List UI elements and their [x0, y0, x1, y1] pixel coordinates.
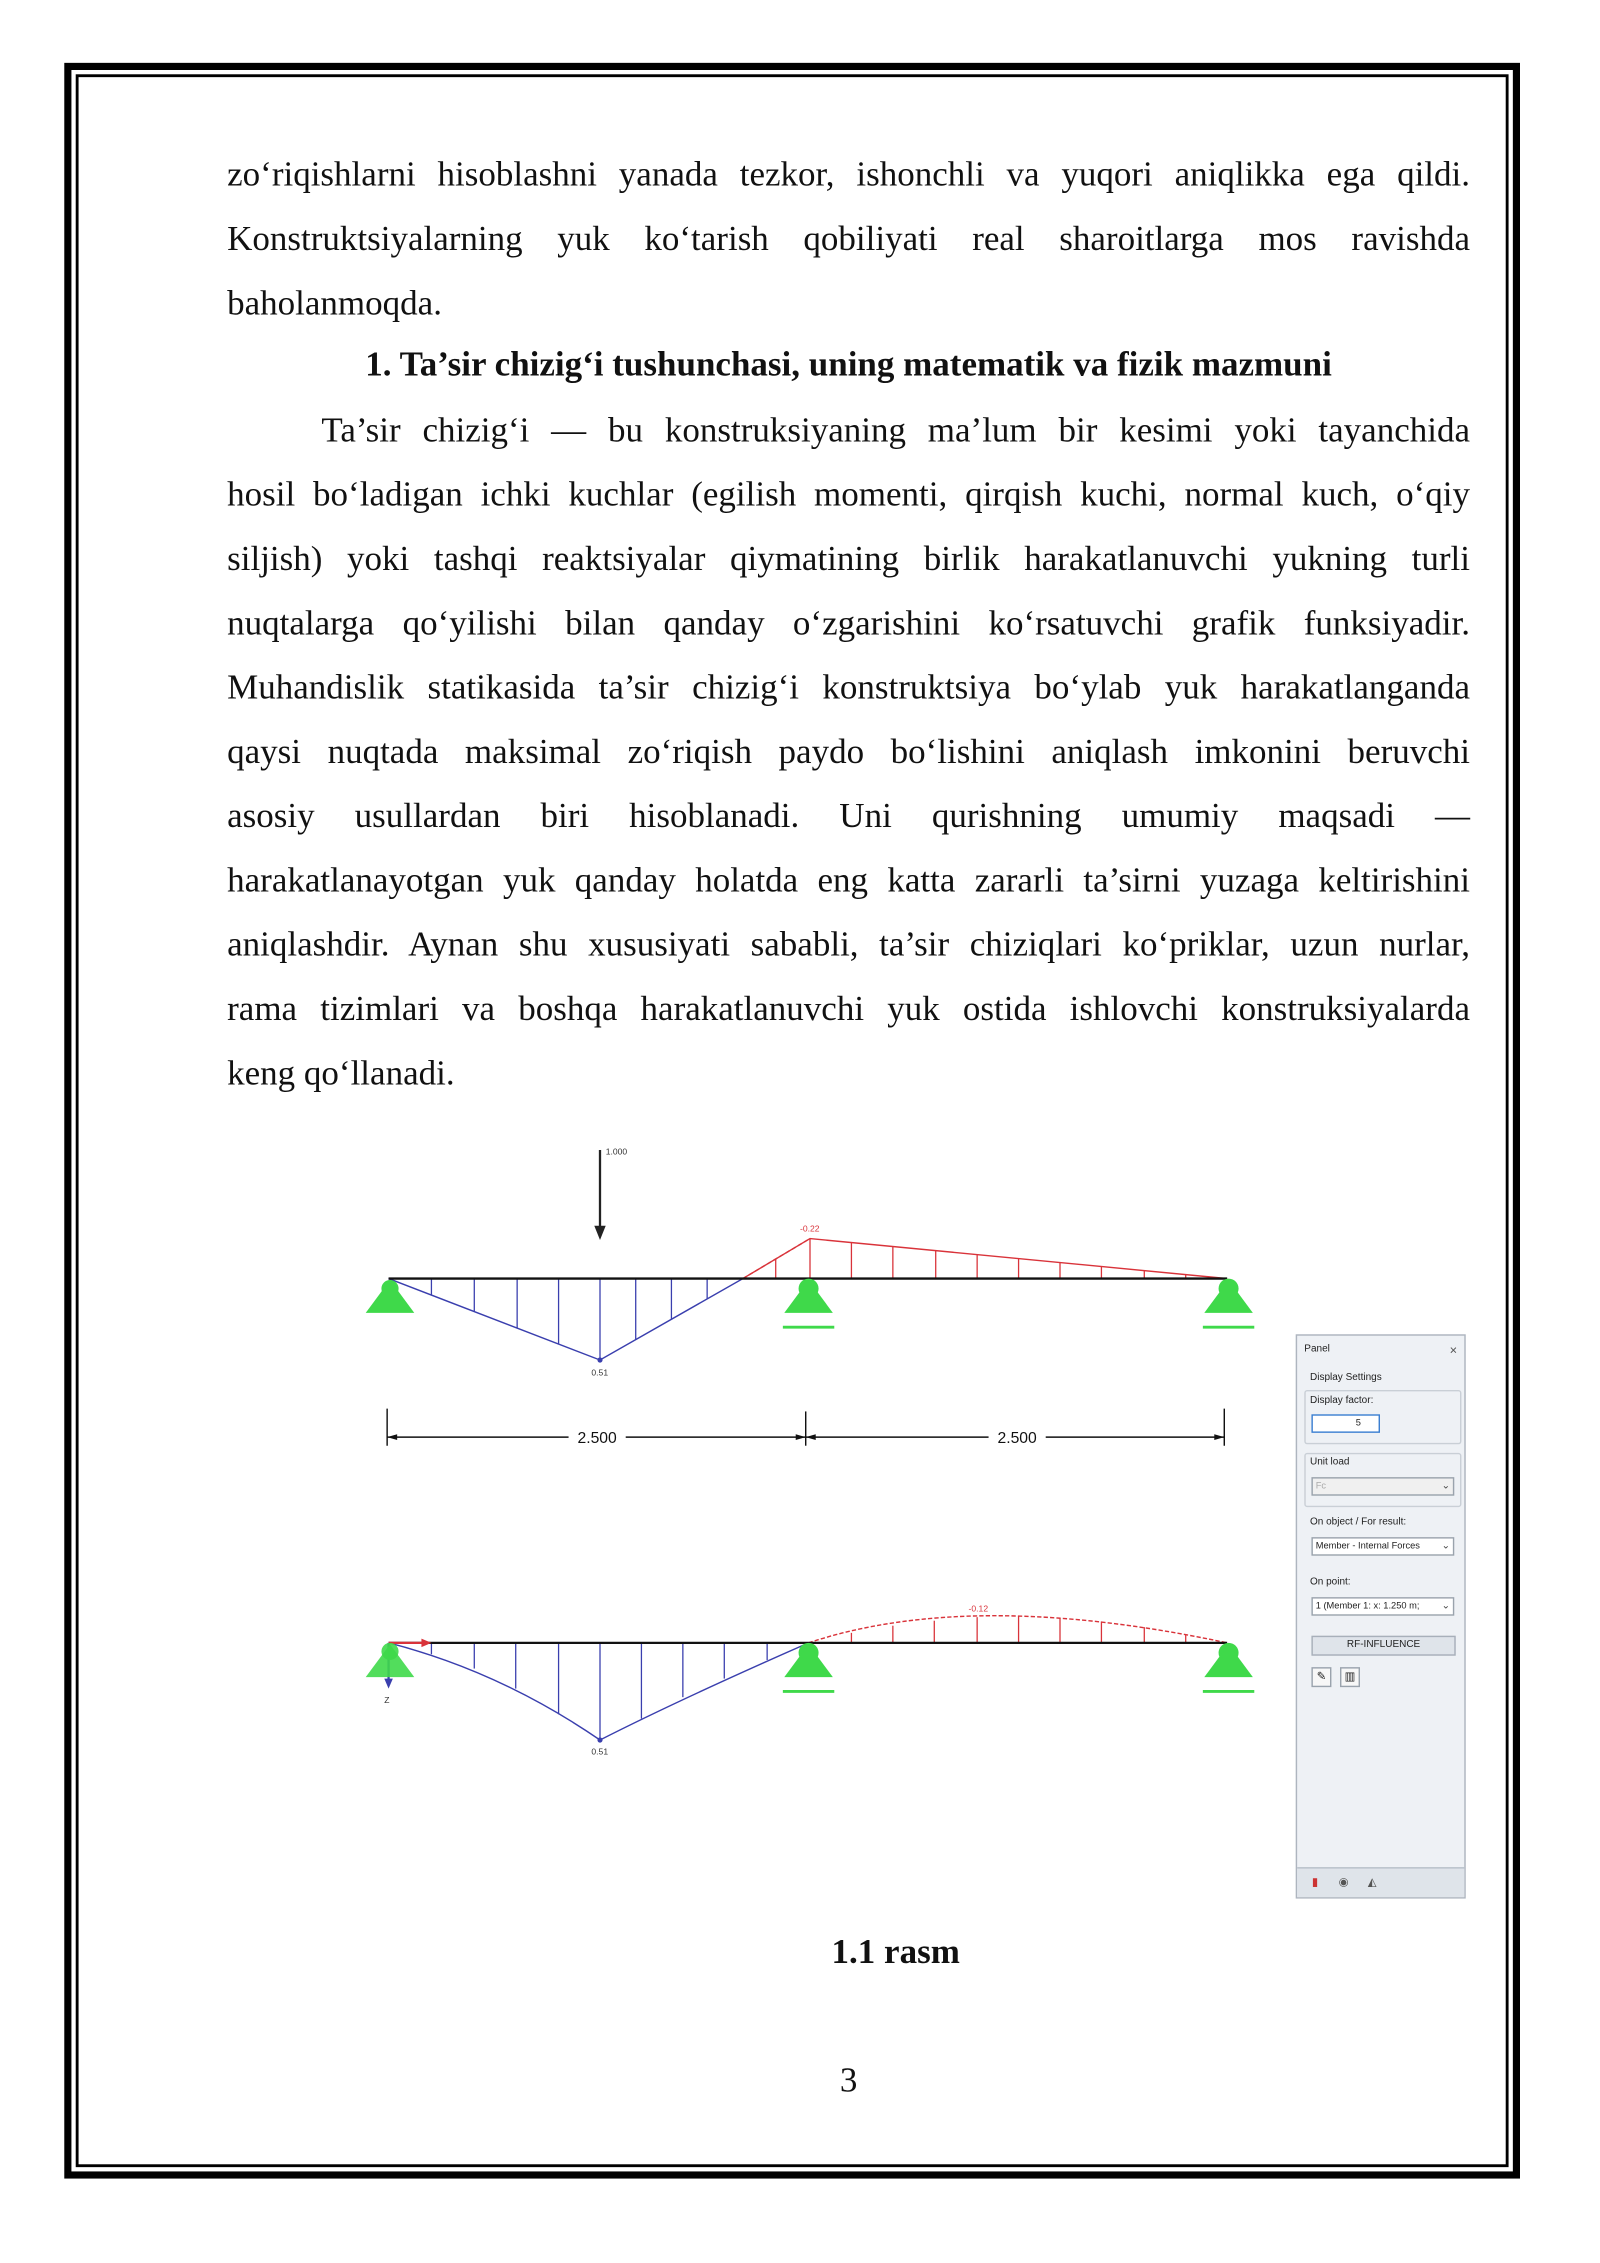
page-number: 3 — [839, 2061, 858, 2100]
text-line: siljish) yoki tashqi reaktsiyalar qiymatining birlik harakatlanuvchi yukning turli — [227, 539, 1470, 579]
panel-toolbar — [1297, 1867, 1464, 1897]
section-heading: 1. Ta’sir chizig‘i tushunchasi, uning matematik va fizik mazmuni — [365, 345, 1332, 385]
min-point — [597, 1357, 602, 1362]
settings-panel — [1296, 1334, 1466, 1898]
chevron-down-icon: ⌄ — [1441, 1481, 1450, 1492]
text-line: keng qo‘llanadi. — [227, 1054, 455, 1093]
chevron-down-icon: ⌄ — [1441, 1601, 1450, 1612]
text-line: zo‘riqishlarni hisoblashni yanada tezkor, ishonchli va yuqori aniqlikka ega qildi. — [227, 155, 1470, 195]
bottom-min-label: 0.51 — [591, 1746, 609, 1757]
influence-line-figure — [343, 1129, 1286, 1786]
text-line: Ta’sir chizig‘i — bu konstruksiyaning ma’lum bir kesimi yoki tayanchida — [321, 411, 1470, 450]
display-settings-label: Display Settings — [1309, 1372, 1382, 1383]
on-object-label: On object / For result: — [1309, 1517, 1407, 1528]
paragraph-intro — [227, 143, 1470, 336]
chevron-down-icon: ⌄ — [1441, 1541, 1450, 1552]
unit-load-value: Fc — [1315, 1481, 1327, 1492]
display-factor-value: 5 — [1355, 1418, 1361, 1429]
close-icon[interactable]: × — [1449, 1342, 1458, 1358]
text-line: nuqtalarga qo‘yilishi bilan qanday o‘zgarishini ko‘rsatuvchi grafik funksiyadir. — [227, 604, 1470, 643]
on-object-select[interactable] — [1311, 1537, 1454, 1556]
top-max-label: -0.22 — [799, 1223, 820, 1234]
ordinate-lines-red-bottom — [851, 1616, 1185, 1642]
ordinate-lines-blue-bottom — [431, 1643, 767, 1740]
dim-left-label: 2.500 — [577, 1429, 617, 1447]
x-axis-arrowhead — [421, 1639, 431, 1648]
bottom-max-label: -0.12 — [968, 1603, 989, 1614]
text-line: baholanmoqda. — [227, 284, 442, 323]
on-point-value: 1 (Member 1: x: 1.250 m; — [1315, 1601, 1420, 1612]
edit-icon[interactable]: ✎ — [1311, 1667, 1331, 1687]
dimension-line — [387, 1409, 1224, 1448]
paragraph-definition — [227, 399, 1470, 1106]
display-factor-label: Display factor: — [1309, 1395, 1374, 1406]
text-line: rama tizimlari va boshqa harakatlanuvchi yuk ostida ishlovchi konstruksiyalarda — [227, 989, 1470, 1029]
influence-curve-red — [809, 1616, 1228, 1643]
text-line: asosiy usullardan biri hisoblanadi. Uni qurishning umumiy maqsadi — — [227, 797, 1470, 836]
influence-area-blue — [389, 1279, 743, 1360]
on-object-value: Member - Internal Forces — [1315, 1541, 1420, 1552]
text-line: hosil bo‘ladigan ichki kuchlar (egilish momenti, qirqish kuchi, normal kuch, o‘qiy — [227, 475, 1470, 515]
load-arrowhead — [594, 1226, 605, 1240]
z-axis-arrowhead — [384, 1679, 393, 1689]
color-scale-icon[interactable]: ▮ — [1311, 1875, 1319, 1889]
top-diagram — [366, 1146, 1255, 1377]
ordinate-lines-red — [776, 1239, 1186, 1279]
text-line: qaysi nuqtada maksimal zo‘riqish paydo bo‘lishini aniqlash imkonini beruvchi — [227, 732, 1470, 772]
dim-right-label: 2.500 — [997, 1429, 1037, 1447]
view-icon[interactable]: ◉ — [1338, 1875, 1349, 1889]
top-min-label: 0.51 — [591, 1367, 609, 1378]
z-axis-label: Z — [384, 1694, 390, 1705]
support-right — [1203, 1279, 1254, 1328]
bottom-diagram — [366, 1603, 1255, 1756]
figure-caption: 1.1 rasm — [831, 1932, 960, 1972]
panel-title: Panel — [1304, 1344, 1330, 1355]
min-point-bottom — [597, 1737, 602, 1742]
support-right-bottom — [1203, 1643, 1254, 1692]
text-line: aniqlashdir. Aynan shu xususiyati sababli, ta’sir chiziqlari ko‘priklar, uzun nurlar, — [227, 925, 1470, 965]
display-factor-spinner[interactable] — [1311, 1414, 1380, 1433]
text-line: Konstruktsiyalarning yuk ko‘tarish qobiliyati real sharoitlarga mos ravishda — [227, 219, 1470, 259]
load-label: 1.000 — [605, 1146, 628, 1157]
on-point-select[interactable] — [1311, 1597, 1454, 1616]
unit-load-select[interactable] — [1311, 1477, 1454, 1496]
influence-area-red — [743, 1239, 1227, 1279]
unit-load-label: Unit load — [1309, 1457, 1350, 1468]
on-point-label: On point: — [1309, 1577, 1351, 1588]
influence-curve-blue — [389, 1643, 809, 1740]
text-line: harakatlanayotgan yuk qanday holatda eng katta zararli ta’sirni yuzaga keltirishini — [227, 861, 1470, 900]
rf-influence-button[interactable]: RF-INFLUENCE — [1311, 1636, 1455, 1656]
ruler-icon[interactable]: ◭ — [1367, 1875, 1377, 1889]
text-line: Muhandislik statikasida ta’sir chizig‘i konstruktsiya bo‘ylab yuk harakatlanganda — [227, 668, 1470, 708]
support-middle — [783, 1279, 834, 1328]
table-icon[interactable]: ▥ — [1340, 1667, 1360, 1687]
